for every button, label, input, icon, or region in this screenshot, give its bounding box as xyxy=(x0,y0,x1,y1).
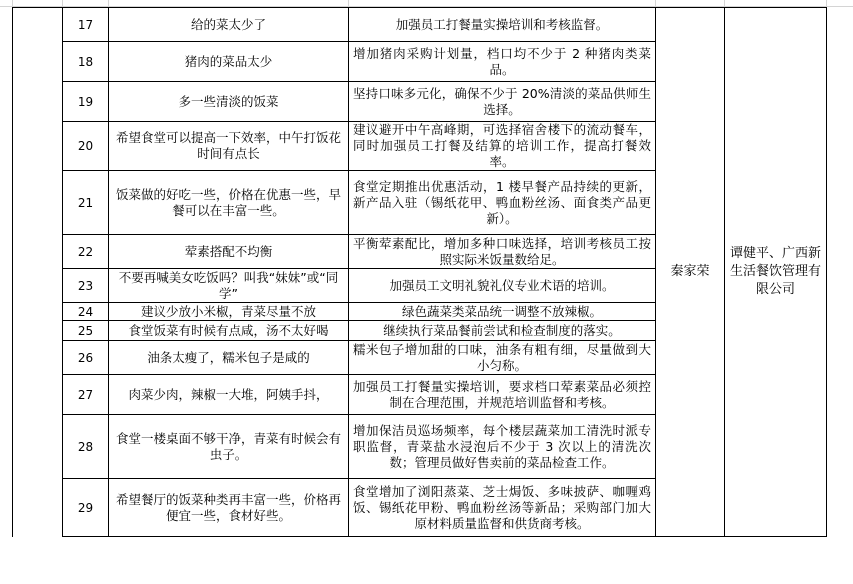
row-number-cell: 29 xyxy=(63,479,109,537)
issue-cell: 给的菜太少了 xyxy=(109,8,349,42)
measure-cell: 坚持口味多元化，确保不少于 20%清淡的菜品供师生选择。 xyxy=(349,82,656,122)
measure-cell: 增加保洁员巡场频率，每个楼层蔬菜加工清洗时派专职监督，青菜盐水浸泡后不少于 3 次以上的清洗次数；管理员做好售卖前的菜品检查工作。 xyxy=(349,415,656,479)
measure-cell: 绿色蔬菜类菜品统一调整不放辣椒。 xyxy=(349,303,656,321)
responsible-person-cell: 秦家荣 xyxy=(656,8,725,537)
sheet-gridline xyxy=(12,0,13,7)
measure-cell: 食堂定期推出优惠活动，1 楼早餐产品持续的更新，新产品入驻（锡纸花甲、鸭血粉丝汤、面食类产品更新）。 xyxy=(349,171,656,235)
responsible-company-cell: 谭健平、广西新生活餐饮管理有限公司 xyxy=(725,8,827,537)
issue-cell: 饭菜做的好吃一些，价格在优惠一些，早餐可以在丰富一些。 xyxy=(109,171,349,235)
issue-cell: 多一些清淡的饭菜 xyxy=(109,82,349,122)
row-number-cell: 23 xyxy=(63,269,109,303)
issue-cell: 食堂饭菜有时候有点咸，汤不太好喝 xyxy=(109,321,349,341)
measure-cell: 食堂增加了浏阳蒸菜、芝士焗饭、多味披萨、咖喱鸡饭、锡纸花甲粉、鸭血粉丝汤等新品；采购部门加大原材料质量监督和供货商考核。 xyxy=(349,479,656,537)
measure-cell: 加强员工打餐量实操培训和考核监督。 xyxy=(349,8,656,42)
measure-cell: 糯米包子增加甜的口味，油条有粗有细，尽量做到大小匀称。 xyxy=(349,341,656,375)
row-number-cell: 24 xyxy=(63,303,109,321)
row-number-cell: 25 xyxy=(63,321,109,341)
row-number-cell: 20 xyxy=(63,122,109,171)
sheet-gridline xyxy=(108,0,109,7)
issue-cell: 油条太瘦了，糯米包子是咸的 xyxy=(109,341,349,375)
measure-cell: 加强员工打餐量实操培训，要求档口荤素菜品必须控制在合理范围，并规范培训监督和考核。 xyxy=(349,375,656,415)
measure-cell: 建议避开中午高峰期，可选择宿舍楼下的流动餐车，同时加强员工打餐及结算的培训工作，提高打餐效率。 xyxy=(349,122,656,171)
table-row xyxy=(13,8,827,42)
issue-cell: 食堂一楼桌面不够干净，青菜有时候会有虫子。 xyxy=(109,415,349,479)
issue-cell: 肉菜少肉，辣椒一大堆，阿姨手抖， xyxy=(109,375,349,415)
measure-cell: 加强员工文明礼貌礼仪专业术语的培训。 xyxy=(349,269,656,303)
issue-cell: 不要再喊美女吃饭吗？叫我“妹妹”或“同学” xyxy=(109,269,349,303)
feedback-table xyxy=(12,7,827,537)
row-number-cell: 19 xyxy=(63,82,109,122)
measure-cell: 平衡荤素配比，增加多种口味选择，培训考核员工按照实际米饭量数给足。 xyxy=(349,235,656,269)
issue-cell: 荤素搭配不均衡 xyxy=(109,235,349,269)
issue-cell: 希望餐厅的饭菜种类再丰富一些，价格再便宜一些，食材好些。 xyxy=(109,479,349,537)
row-number-cell: 17 xyxy=(63,8,109,42)
row-number-cell: 22 xyxy=(63,235,109,269)
row-number-cell: 21 xyxy=(63,171,109,235)
category-cell xyxy=(13,8,63,537)
sheet-gridline xyxy=(655,0,656,7)
feedback-table-body xyxy=(13,8,827,537)
issue-cell: 猪肉的菜品太少 xyxy=(109,42,349,82)
measure-cell: 继续执行菜品餐前尝试和检查制度的落实。 xyxy=(349,321,656,341)
row-number-cell: 27 xyxy=(63,375,109,415)
row-number-cell: 28 xyxy=(63,415,109,479)
sheet-gridline xyxy=(62,0,63,7)
row-number-cell: 26 xyxy=(63,341,109,375)
issue-cell: 希望食堂可以提高一下效率，中午打饭花时间有点长 xyxy=(109,122,349,171)
sheet-gridline xyxy=(348,0,349,7)
issue-cell: 建议少放小米椒，青菜尽量不放 xyxy=(109,303,349,321)
sheet-gridline xyxy=(826,0,827,7)
measure-cell: 增加猪肉采购计划量，档口均不少于 2 种猪肉类菜品。 xyxy=(349,42,656,82)
sheet-gridline xyxy=(0,0,853,7)
sheet-gridline xyxy=(724,0,725,7)
row-number-cell: 18 xyxy=(63,42,109,82)
